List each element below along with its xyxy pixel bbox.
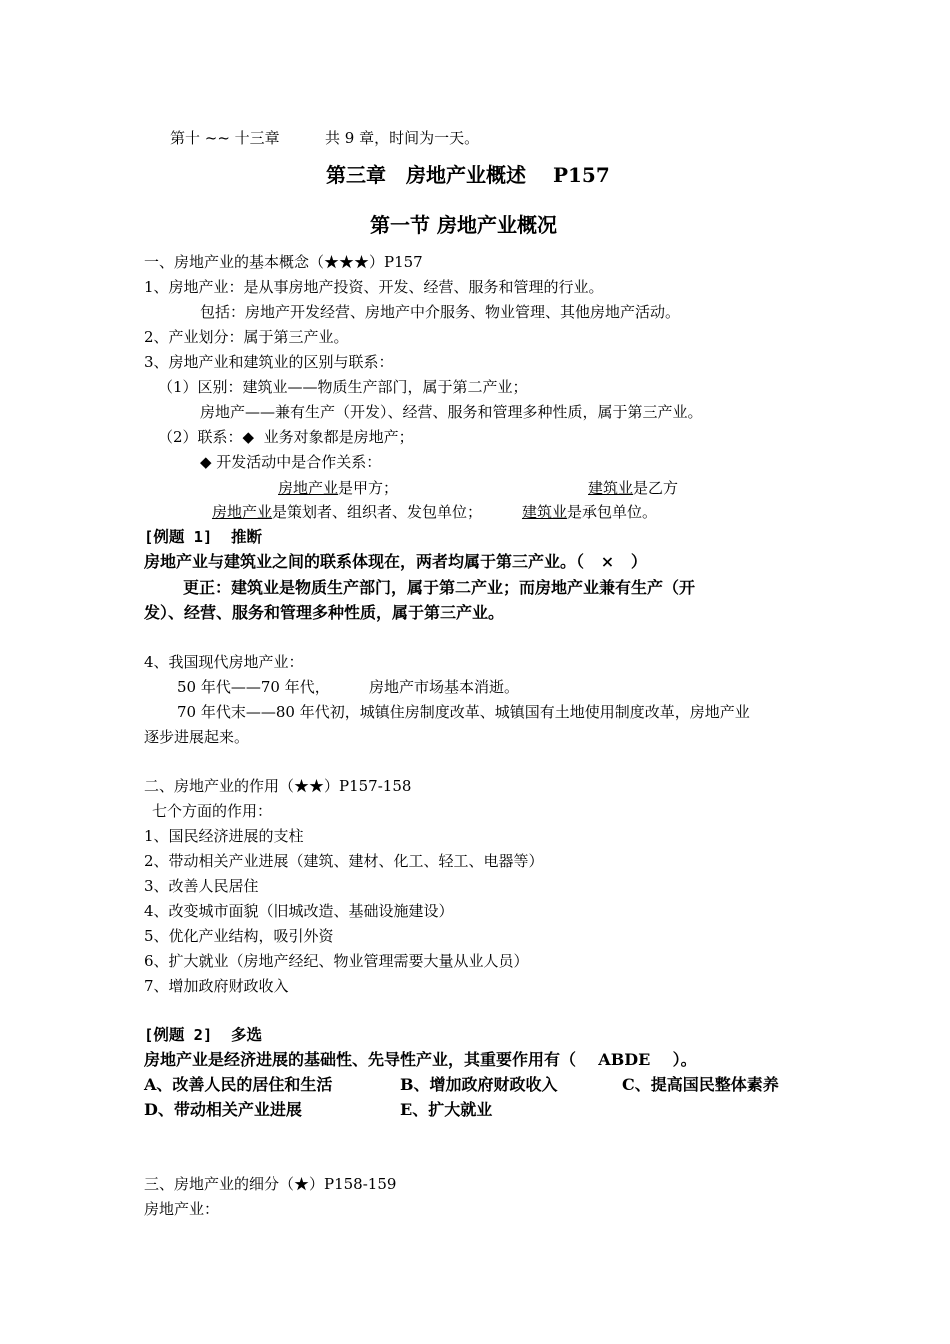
role-b-underlined: 建筑业 bbox=[522, 503, 568, 521]
example2-option-b: B、增加政府财政收入 bbox=[400, 1075, 558, 1094]
part1-diff1b: 房地产——兼有生产（开发）、经营、服务和管理多种性质，属于第三产业。 bbox=[200, 403, 703, 421]
role-b bbox=[522, 502, 657, 522]
part4-era2b: 逐步进展起来。 bbox=[144, 728, 250, 746]
part4-era1: 50 年代——70 年代， bbox=[177, 678, 330, 696]
part2-item: 7、增加政府财政收入 bbox=[144, 977, 289, 995]
part1-diff1: （1）区别：建筑业——物质生产部门，属于第二产业； bbox=[158, 378, 528, 396]
example2-option-d: D、带动相关产业进展 bbox=[144, 1100, 302, 1119]
party-b-underlined: 建筑业 bbox=[588, 479, 634, 497]
section-title: 第一节 房地产业概况 bbox=[370, 213, 557, 237]
part2-item: 2、带动相关产业进展（建筑、建材、化工、轻工、电器等） bbox=[144, 852, 544, 870]
example1-correction-1: 更正：建筑业是物质生产部门，属于第二产业；而房地产业兼有生产（开 bbox=[183, 578, 696, 597]
part1-heading: 一、房地产业的基本概念（★★★）P157 bbox=[144, 253, 423, 271]
part2-item: 6、扩大就业（房地产经纪、物业管理需要大量从业人员） bbox=[144, 952, 529, 970]
example2-question: 房地产业是经济进展的基础性、先导性产业，其重要作用有（ ABDE ）。 bbox=[144, 1050, 697, 1069]
role-a-underlined: 房地产业 bbox=[212, 503, 273, 521]
example1-correction-2: 发）、经营、服务和管理多种性质，属于第三产业。 bbox=[144, 603, 505, 622]
chapter-title: 第三章 房地产业概述 P157 bbox=[326, 163, 610, 187]
party-a-text: 是甲方； bbox=[338, 479, 399, 497]
part2-intro: 七个方面的作用： bbox=[152, 802, 273, 820]
party-a-underlined: 房地产业 bbox=[278, 479, 339, 497]
example1-label: [例题 1] 推断 bbox=[144, 528, 262, 546]
part2-item: 3、改善人民居住 bbox=[144, 877, 259, 895]
part2-heading: 二、房地产业的作用（★★）P157-158 bbox=[144, 777, 412, 795]
chapter-range-note: 共 9 章，时间为一天。 bbox=[325, 129, 480, 147]
part2-item: 1、国民经济进展的支柱 bbox=[144, 827, 304, 845]
part1-link: （2）联系：◆ 业务对象都是房地产； bbox=[158, 428, 414, 446]
part1-item1: 1、房地产业：是从事房地产投资、开发、经营、服务和管理的行业。 bbox=[144, 278, 604, 296]
party-a bbox=[278, 478, 398, 498]
part4-era1-desc: 房地产市场基本消逝。 bbox=[369, 678, 520, 696]
part1-link2: ◆ 开发活动中是合作关系： bbox=[200, 453, 382, 471]
party-b-text: 是乙方 bbox=[633, 479, 679, 497]
part2-item: 5、优化产业结构，吸引外资 bbox=[144, 927, 334, 945]
part2-item: 4、改变城市面貌（旧城改造、基础设施建设） bbox=[144, 902, 454, 920]
part1-item2: 2、产业划分：属于第三产业。 bbox=[144, 328, 349, 346]
example1-question: 房地产业与建筑业之间的联系体现在，两者均属于第三产业。（ × ） bbox=[144, 552, 647, 571]
example2-option-a: A、改善人民的居住和生活 bbox=[144, 1075, 333, 1094]
party-b bbox=[588, 478, 678, 498]
role-b-text: 是承包单位。 bbox=[567, 503, 658, 521]
part1-item3: 3、房地产业和建筑业的区别与联系： bbox=[144, 353, 394, 371]
example2-option-e: E、扩大就业 bbox=[400, 1100, 493, 1119]
role-a-text: 是策划者、组织者、发包单位； bbox=[272, 503, 483, 521]
example2-label: [例题 2] 多选 bbox=[144, 1026, 262, 1044]
example2-option-c: C、提高国民整体素养 bbox=[622, 1075, 779, 1094]
part4-era2: 70 年代末——80 年代初，城镇住房制度改革、城镇国有土地使用制度改革，房地产业 bbox=[177, 703, 750, 721]
part4-heading: 4、我国现代房地产业： bbox=[144, 653, 304, 671]
role-a bbox=[212, 502, 482, 522]
part1-item1-sub: 包括：房地产开发经营、房地产中介服务、物业管理、其他房地产活动。 bbox=[200, 303, 681, 321]
chapter-range: 第十 ~~ 十三章 bbox=[170, 129, 280, 147]
part3-heading: 三、房地产业的细分（★）P158-159 bbox=[144, 1175, 397, 1193]
part3-line1: 房地产业： bbox=[144, 1200, 220, 1218]
